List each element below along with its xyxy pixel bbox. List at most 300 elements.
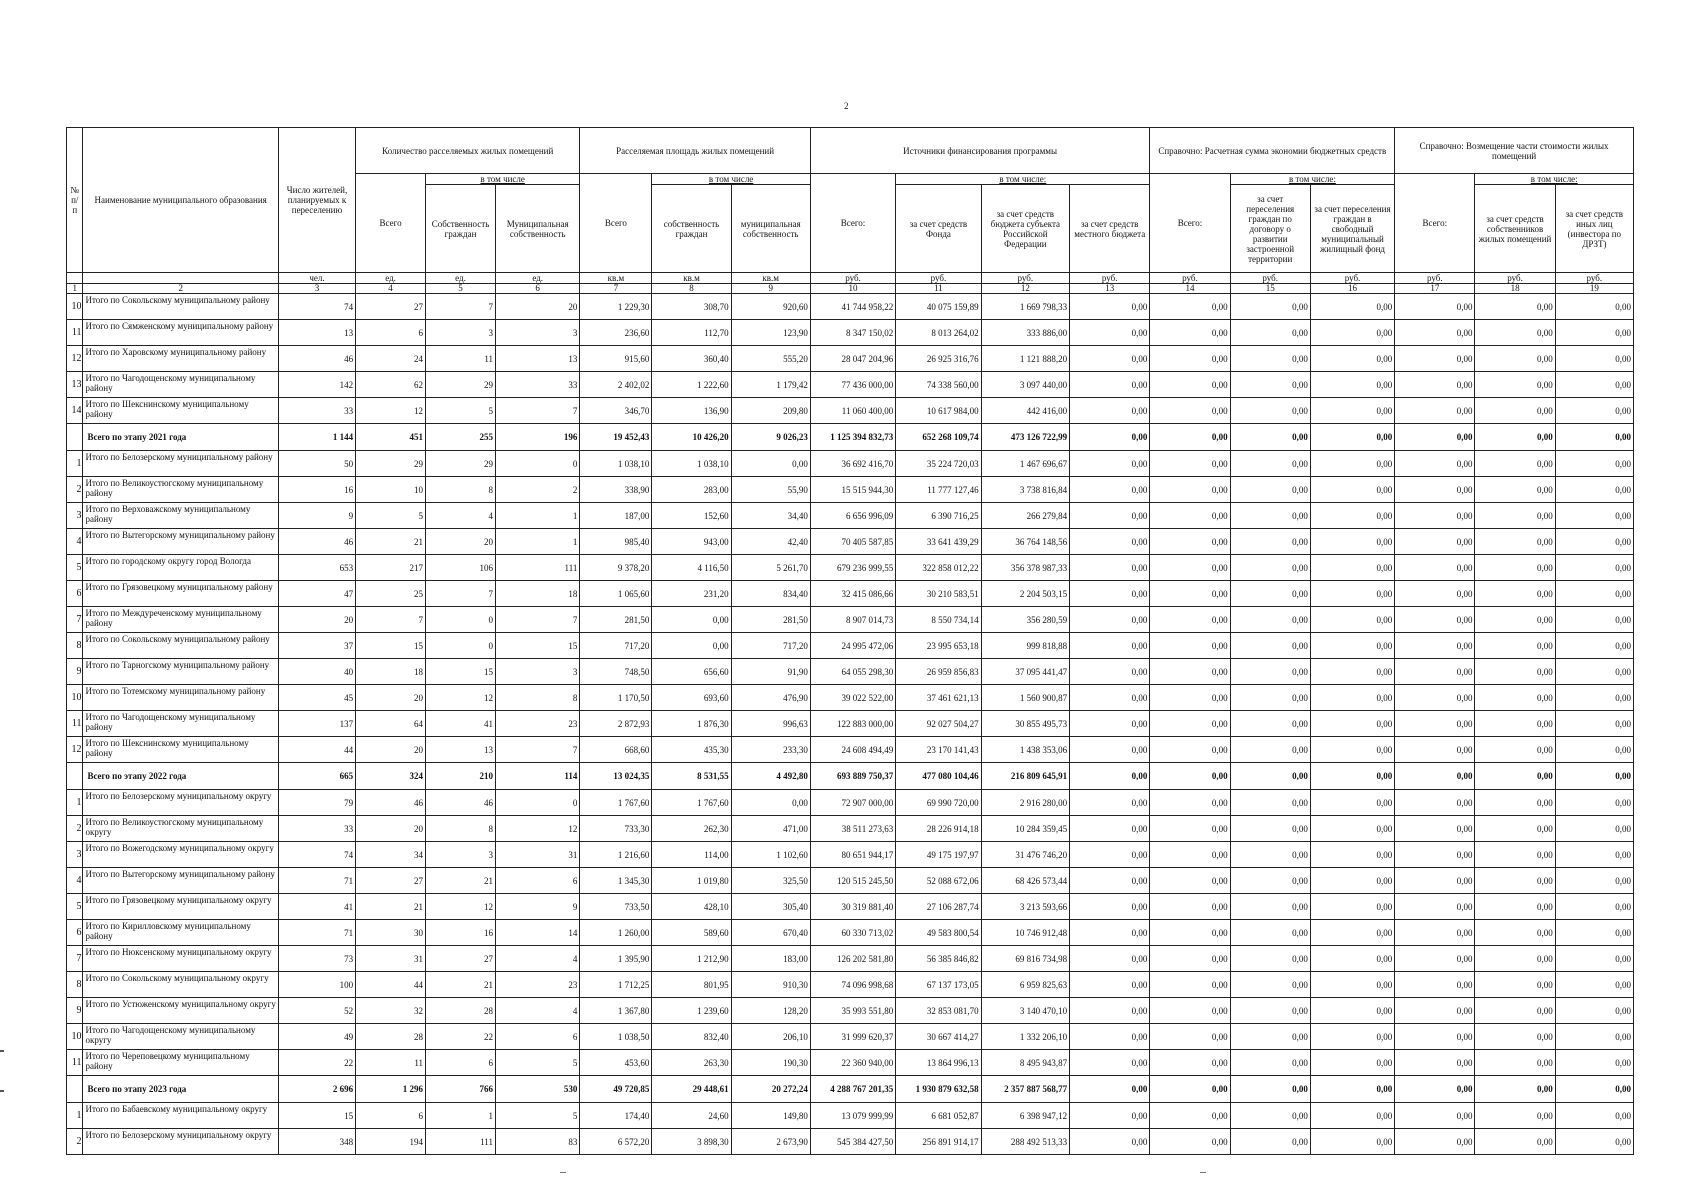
unit-cell: кв.м: [580, 273, 652, 284]
header-municipal: Муниципальная собственность: [495, 185, 579, 273]
header-econ-a: за счет переселения граждан по договору о развитии застроенной территории: [1230, 185, 1310, 273]
value-cell: 0,00: [1070, 998, 1150, 1024]
value-cell: 27: [426, 946, 496, 972]
value-cell: 0,00: [1150, 503, 1230, 529]
value-cell: 16: [278, 477, 355, 503]
value-cell: 0,00: [1230, 607, 1310, 633]
value-cell: 283,00: [652, 477, 731, 503]
value-cell: 73: [278, 946, 355, 972]
value-cell: 308,70: [652, 294, 731, 320]
value-cell: 123,90: [731, 320, 810, 346]
value-cell: 0,00: [1395, 711, 1475, 737]
value-cell: 32 853 081,70: [896, 998, 981, 1024]
value-cell: 12: [426, 685, 496, 711]
value-cell: 28: [426, 998, 496, 1024]
value-cell: 0,00: [1150, 998, 1230, 1024]
value-cell: 0,00: [1475, 294, 1555, 320]
value-cell: 1 260,00: [580, 920, 652, 946]
value-cell: 333 886,00: [981, 320, 1069, 346]
header-residents: Число жителей, планируемых к переселению: [278, 128, 355, 273]
table-row: [67, 1129, 1634, 1155]
row-index: 9: [67, 659, 83, 685]
value-cell: 0,00: [1395, 972, 1475, 998]
value-cell: 79: [278, 790, 355, 816]
value-cell: 0,00: [1070, 398, 1150, 424]
unit-cell: руб.: [896, 273, 981, 284]
value-cell: 477 080 104,46: [896, 763, 981, 790]
column-number: 15: [1230, 284, 1310, 294]
value-cell: 0,00: [1150, 581, 1230, 607]
value-cell: 15 515 944,30: [810, 477, 895, 503]
municipality-name: Итого по Сокольскому муниципальному району: [83, 294, 278, 320]
value-cell: 0,00: [1475, 503, 1555, 529]
value-cell: 62: [356, 372, 426, 398]
value-cell: 910,30: [731, 972, 810, 998]
value-cell: 0,00: [1150, 1103, 1230, 1129]
value-cell: 834,40: [731, 581, 810, 607]
value-cell: 915,60: [580, 346, 652, 372]
value-cell: 194: [356, 1129, 426, 1155]
value-cell: 4 492,80: [731, 763, 810, 790]
value-cell: 1 395,90: [580, 946, 652, 972]
value-cell: 0,00: [1230, 581, 1310, 607]
row-index: 2: [67, 816, 83, 842]
value-cell: 1: [495, 529, 579, 555]
value-cell: 6 398 947,12: [981, 1103, 1069, 1129]
header-fin-group: Источники финансирования программы: [810, 128, 1150, 174]
value-cell: 0,00: [652, 607, 731, 633]
value-cell: 0,00: [1555, 529, 1633, 555]
value-cell: 18: [356, 659, 426, 685]
scan-dot: [1200, 1172, 1206, 1173]
value-cell: 0,00: [1310, 998, 1394, 1024]
value-cell: 0,00: [1230, 1050, 1310, 1076]
table-row: [67, 790, 1634, 816]
value-cell: 1 038,10: [580, 451, 652, 477]
value-cell: 40 075 159,89: [896, 294, 981, 320]
value-cell: 2 204 503,15: [981, 581, 1069, 607]
row-index: 9: [67, 998, 83, 1024]
value-cell: 1 767,60: [652, 790, 731, 816]
value-cell: 1 102,60: [731, 842, 810, 868]
value-cell: 236,60: [580, 320, 652, 346]
row-index: 5: [67, 894, 83, 920]
value-cell: 0,00: [1555, 737, 1633, 763]
value-cell: 217: [356, 555, 426, 581]
row-index: 2: [67, 477, 83, 503]
municipality-name: Итого по Вытегорскому муниципальному району: [83, 529, 278, 555]
unit-cell: ед.: [426, 273, 496, 284]
municipality-name: Итого по Устюженскому муниципальному округу: [83, 998, 278, 1024]
value-cell: 13: [278, 320, 355, 346]
value-cell: 74 338 560,00: [896, 372, 981, 398]
value-cell: 693,60: [652, 685, 731, 711]
value-cell: 77 436 000,00: [810, 372, 895, 398]
value-cell: 453,60: [580, 1050, 652, 1076]
value-cell: 5 261,70: [731, 555, 810, 581]
row-index: 14: [67, 398, 83, 424]
column-number: 8: [652, 284, 731, 294]
value-cell: 6 681 052,87: [896, 1103, 981, 1129]
table-row: [67, 816, 1634, 842]
table-row: [67, 972, 1634, 998]
value-cell: 11: [356, 1050, 426, 1076]
value-cell: 652 268 109,74: [896, 424, 981, 451]
value-cell: 30 855 495,73: [981, 711, 1069, 737]
value-cell: 1 438 353,06: [981, 737, 1069, 763]
value-cell: 0,00: [1395, 633, 1475, 659]
value-cell: 49: [278, 1024, 355, 1050]
value-cell: 0,00: [1230, 894, 1310, 920]
value-cell: 999 818,88: [981, 633, 1069, 659]
value-cell: 37: [278, 633, 355, 659]
value-cell: 45: [278, 685, 355, 711]
value-cell: 46: [278, 529, 355, 555]
municipality-name: Итого по Грязовецкому муниципальному округу: [83, 894, 278, 920]
value-cell: 0,00: [1070, 424, 1150, 451]
municipality-name: Итого по Шекснинскому муниципальному району: [83, 737, 278, 763]
value-cell: 0,00: [1150, 790, 1230, 816]
value-cell: 20: [356, 685, 426, 711]
value-cell: 37 461 621,13: [896, 685, 981, 711]
value-cell: 1 065,60: [580, 581, 652, 607]
value-cell: 0,00: [1395, 920, 1475, 946]
value-cell: 126 202 581,80: [810, 946, 895, 972]
value-cell: 0: [426, 633, 496, 659]
table-row: [67, 842, 1634, 868]
value-cell: 183,00: [731, 946, 810, 972]
value-cell: 0,00: [1475, 424, 1555, 451]
row-index: 10: [67, 1024, 83, 1050]
value-cell: 3 140 470,10: [981, 998, 1069, 1024]
value-cell: 473 126 722,99: [981, 424, 1069, 451]
value-cell: 9 378,20: [580, 555, 652, 581]
value-cell: 2 916 280,00: [981, 790, 1069, 816]
value-cell: 20: [356, 737, 426, 763]
value-cell: 476,90: [731, 685, 810, 711]
value-cell: 0,00: [1555, 1076, 1633, 1103]
value-cell: 7: [495, 737, 579, 763]
value-cell: 46: [356, 790, 426, 816]
value-cell: 7: [426, 294, 496, 320]
value-cell: 47: [278, 581, 355, 607]
value-cell: 149,80: [731, 1103, 810, 1129]
value-cell: 70 405 587,85: [810, 529, 895, 555]
value-cell: 6 656 996,09: [810, 503, 895, 529]
scan-edge-mark: [0, 1050, 4, 1052]
value-cell: 0,00: [1070, 294, 1150, 320]
value-cell: 5: [356, 503, 426, 529]
value-cell: 471,00: [731, 816, 810, 842]
value-cell: 985,40: [580, 529, 652, 555]
value-cell: 2 357 887 568,77: [981, 1076, 1069, 1103]
value-cell: 717,20: [580, 633, 652, 659]
value-cell: 5: [495, 1050, 579, 1076]
unit-cell: руб.: [1070, 273, 1150, 284]
value-cell: 55,90: [731, 477, 810, 503]
value-cell: 0,00: [1475, 451, 1555, 477]
value-cell: 0,00: [1395, 581, 1475, 607]
header-name: Наименование муниципального образования: [83, 128, 278, 273]
header-econ-in-that: в том числе:: [1230, 174, 1395, 185]
value-cell: 15: [495, 633, 579, 659]
municipality-name: Итого по Череповецкому муниципальному району: [83, 1050, 278, 1076]
value-cell: 0,00: [1395, 294, 1475, 320]
value-cell: 0,00: [1150, 607, 1230, 633]
municipality-name: Итого по Междуреченскому муниципальному району: [83, 607, 278, 633]
value-cell: 555,20: [731, 346, 810, 372]
value-cell: 233,30: [731, 737, 810, 763]
header-comp-in-that: в том числе:: [1475, 174, 1634, 185]
value-cell: 6: [356, 1103, 426, 1129]
value-cell: 0,00: [1475, 946, 1555, 972]
value-cell: 0,00: [1555, 946, 1633, 972]
value-cell: 0,00: [1310, 477, 1394, 503]
value-cell: 1 121 888,20: [981, 346, 1069, 372]
value-cell: 13 864 996,13: [896, 1050, 981, 1076]
value-cell: 6: [495, 1024, 579, 1050]
value-cell: 0,00: [1230, 842, 1310, 868]
value-cell: 0,00: [1555, 398, 1633, 424]
value-cell: 71: [278, 920, 355, 946]
value-cell: 0,00: [1310, 424, 1394, 451]
value-cell: 1 669 798,33: [981, 294, 1069, 320]
value-cell: 9 026,23: [731, 424, 810, 451]
table-row: [67, 607, 1634, 633]
municipality-name: Итого по Шекснинскому муниципальному району: [83, 398, 278, 424]
value-cell: 1 179,42: [731, 372, 810, 398]
value-cell: 6: [356, 320, 426, 346]
value-cell: 0,00: [1395, 842, 1475, 868]
value-cell: 0,00: [1150, 737, 1230, 763]
unit-cell: руб.: [1395, 273, 1475, 284]
unit-cell: руб.: [1230, 273, 1310, 284]
page-number: 2: [844, 101, 849, 111]
row-index: 6: [67, 581, 83, 607]
value-cell: 0,00: [1150, 633, 1230, 659]
value-cell: 0,00: [1310, 346, 1394, 372]
value-cell: 142: [278, 372, 355, 398]
value-cell: 0,00: [1395, 1076, 1475, 1103]
value-cell: 36 764 148,56: [981, 529, 1069, 555]
table-row: [67, 346, 1634, 372]
value-cell: 428,10: [652, 894, 731, 920]
value-cell: 0,00: [1070, 607, 1150, 633]
value-cell: 25: [356, 581, 426, 607]
row-index: 11: [67, 320, 83, 346]
value-cell: 0,00: [1230, 946, 1310, 972]
value-cell: 7: [356, 607, 426, 633]
value-cell: 31: [495, 842, 579, 868]
value-cell: 0: [426, 607, 496, 633]
value-cell: 0,00: [1555, 633, 1633, 659]
value-cell: 0,00: [1555, 477, 1633, 503]
table-body: [67, 294, 1634, 1155]
value-cell: 943,00: [652, 529, 731, 555]
header-qty-group: Количество расселяемых жилых помещений: [356, 128, 580, 174]
value-cell: 9: [278, 503, 355, 529]
value-cell: 0,00: [1070, 1103, 1150, 1129]
value-cell: 71: [278, 868, 355, 894]
value-cell: 288 492 513,33: [981, 1129, 1069, 1155]
column-number: 16: [1310, 284, 1394, 294]
value-cell: 832,40: [652, 1024, 731, 1050]
value-cell: 281,50: [580, 607, 652, 633]
row-index: 4: [67, 868, 83, 894]
header-econ-total: Всего:: [1150, 174, 1230, 273]
value-cell: 92 027 504,27: [896, 711, 981, 737]
value-cell: 920,60: [731, 294, 810, 320]
value-cell: 435,30: [652, 737, 731, 763]
table-row: [67, 320, 1634, 346]
value-cell: 0,00: [1395, 372, 1475, 398]
value-cell: 0,00: [1395, 1103, 1475, 1129]
value-cell: 0,00: [1230, 1076, 1310, 1103]
header-comp-total: Всего:: [1395, 174, 1475, 273]
value-cell: 0,00: [1230, 398, 1310, 424]
value-cell: 29: [356, 451, 426, 477]
value-cell: 14: [495, 920, 579, 946]
value-cell: 0,00: [1070, 529, 1150, 555]
header-area-total: Всего: [580, 174, 652, 273]
value-cell: 346,70: [580, 398, 652, 424]
value-cell: 28: [356, 1024, 426, 1050]
municipality-name: Итого по Вожегодскому муниципальному округу: [83, 842, 278, 868]
value-cell: 23 995 653,18: [896, 633, 981, 659]
unit-cell: руб.: [981, 273, 1069, 284]
value-cell: 2 872,93: [580, 711, 652, 737]
header-econ-b: за счет переселения граждан в свободный муниципальный жилищный фонд: [1310, 185, 1394, 273]
column-number: 10: [810, 284, 895, 294]
column-number: 3: [278, 284, 355, 294]
value-cell: 0,00: [1395, 529, 1475, 555]
value-cell: 15: [356, 633, 426, 659]
unit-cell: ед.: [495, 273, 579, 284]
table-row: [67, 633, 1634, 659]
value-cell: 0,00: [1070, 790, 1150, 816]
table-row: [67, 946, 1634, 972]
value-cell: 545 384 427,50: [810, 1129, 895, 1155]
value-cell: 0,00: [1230, 998, 1310, 1024]
value-cell: 0,00: [1230, 372, 1310, 398]
municipality-name: Итого по Кирилловскому муниципальному району: [83, 920, 278, 946]
value-cell: 10 617 984,00: [896, 398, 981, 424]
value-cell: 2: [495, 477, 579, 503]
value-cell: 0,00: [1150, 320, 1230, 346]
value-cell: 106: [426, 555, 496, 581]
value-cell: 1 367,80: [580, 998, 652, 1024]
value-cell: 1: [495, 503, 579, 529]
value-cell: 9: [495, 894, 579, 920]
value-cell: 11: [426, 346, 496, 372]
value-cell: 0,00: [1395, 1024, 1475, 1050]
municipality-name: Итого по городскому округу город Вологда: [83, 555, 278, 581]
value-cell: 10 284 359,45: [981, 816, 1069, 842]
value-cell: 209,80: [731, 398, 810, 424]
value-cell: 0,00: [1150, 372, 1230, 398]
municipality-name: Итого по Сокольскому муниципальному району: [83, 633, 278, 659]
value-cell: 0,00: [1230, 503, 1310, 529]
municipality-name: Итого по Чагодощенскому муниципальному району: [83, 372, 278, 398]
row-index: [67, 1076, 83, 1103]
value-cell: 0,00: [1555, 894, 1633, 920]
value-cell: 6: [495, 868, 579, 894]
value-cell: 8 550 734,14: [896, 607, 981, 633]
value-cell: 20: [278, 607, 355, 633]
value-cell: 83: [495, 1129, 579, 1155]
value-cell: 0,00: [1475, 581, 1555, 607]
value-cell: 0,00: [1475, 972, 1555, 998]
value-cell: 0,00: [1310, 946, 1394, 972]
value-cell: 0,00: [731, 790, 810, 816]
value-cell: 693 889 750,37: [810, 763, 895, 790]
value-cell: 0,00: [1230, 451, 1310, 477]
value-cell: 6 959 825,63: [981, 972, 1069, 998]
value-cell: 0,00: [1150, 685, 1230, 711]
value-cell: 0,00: [1070, 972, 1150, 998]
value-cell: 3: [426, 320, 496, 346]
row-index: 1: [67, 451, 83, 477]
value-cell: 0,00: [1150, 1076, 1230, 1103]
unit-cell: руб.: [810, 273, 895, 284]
table-row: [67, 868, 1634, 894]
value-cell: 0,00: [1475, 1129, 1555, 1155]
value-cell: 190,30: [731, 1050, 810, 1076]
value-cell: 0,00: [1070, 685, 1150, 711]
value-cell: 0,00: [1230, 659, 1310, 685]
value-cell: 69 816 734,98: [981, 946, 1069, 972]
value-cell: 0,00: [1070, 920, 1150, 946]
value-cell: 0,00: [1150, 529, 1230, 555]
header-comp-group: Справочно: Возмещение части стоимости жилых помещений: [1395, 128, 1634, 174]
value-cell: 68 426 573,44: [981, 868, 1069, 894]
value-cell: 7: [426, 581, 496, 607]
column-number: 13: [1070, 284, 1150, 294]
value-cell: 0,00: [1555, 503, 1633, 529]
value-cell: 1 170,50: [580, 685, 652, 711]
header-area-municipal: муниципальная собственность: [731, 185, 810, 273]
value-cell: 0,00: [1070, 503, 1150, 529]
header-fin-in-that: в том числе:: [896, 174, 1150, 185]
value-cell: 44: [278, 737, 355, 763]
municipality-name: Итого по Бабаевскому муниципальному округу: [83, 1103, 278, 1129]
header-qty-total: Всего: [356, 174, 426, 273]
value-cell: 33: [278, 816, 355, 842]
value-cell: 23: [495, 711, 579, 737]
row-index: 12: [67, 737, 83, 763]
value-cell: 0,00: [1070, 763, 1150, 790]
value-cell: 3: [426, 842, 496, 868]
value-cell: 0,00: [1150, 477, 1230, 503]
value-cell: 2 696: [278, 1076, 355, 1103]
value-cell: 0,00: [1475, 816, 1555, 842]
table-row: [67, 1024, 1634, 1050]
value-cell: 0,00: [1150, 1024, 1230, 1050]
header-econ-group: Справочно: Расчетная сумма экономии бюджетных средств: [1150, 128, 1395, 174]
value-cell: 0,00: [1475, 477, 1555, 503]
header-area-group: Расселяемая площадь жилых помещений: [580, 128, 810, 174]
value-cell: 1 222,60: [652, 372, 731, 398]
value-cell: 0,00: [1310, 868, 1394, 894]
column-number: 7: [580, 284, 652, 294]
row-index: 4: [67, 529, 83, 555]
value-cell: 0,00: [1070, 477, 1150, 503]
value-cell: 338,90: [580, 477, 652, 503]
value-cell: 111: [495, 555, 579, 581]
value-cell: 670,40: [731, 920, 810, 946]
row-index: 3: [67, 503, 83, 529]
value-cell: 0: [495, 451, 579, 477]
